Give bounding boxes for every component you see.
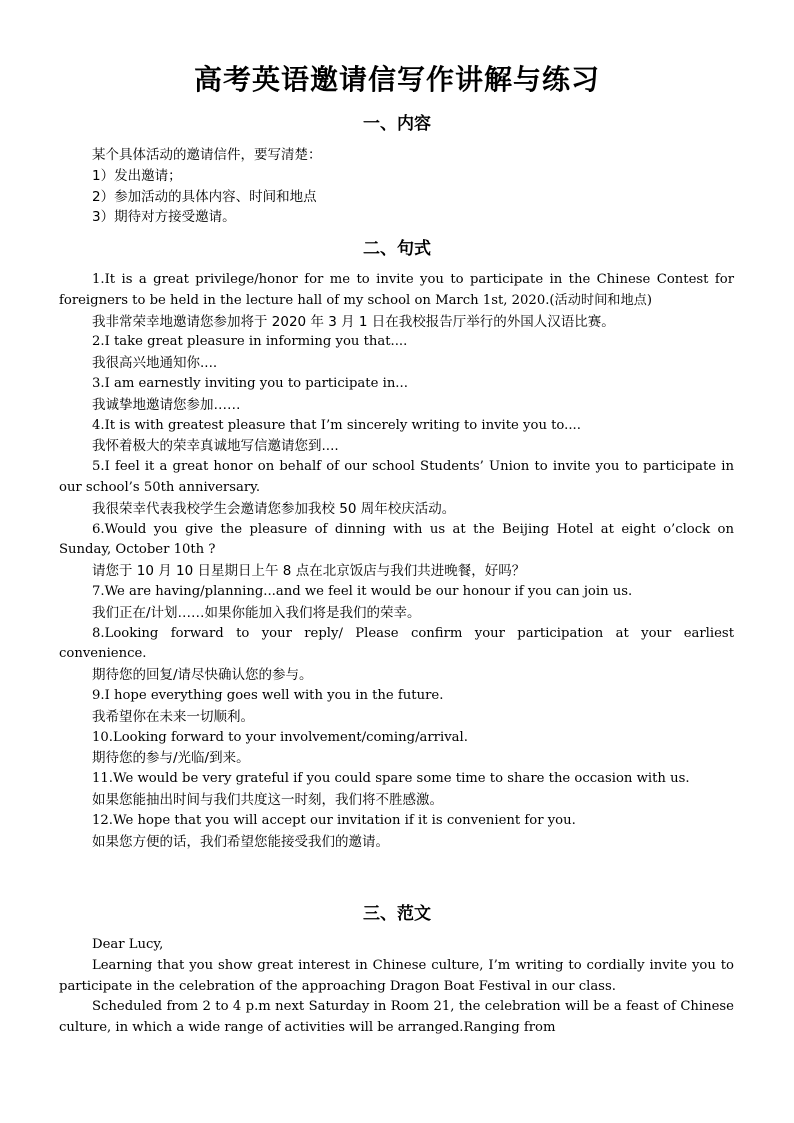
example-sentence-en: 5.I feel it a great honor on behalf of our school Students’ Union to invite you to participate in our school’s 50th anniversary.	[59, 459, 734, 495]
example-sentence-zh: 我非常荣幸地邀请您参加将于 2020 年 3 月 1 日在我校报告厅举行的外国人汉语比赛。	[92, 313, 615, 330]
example-sentence-en: 11.We would be very grateful if you could spare some time to share the occasion with us.	[92, 771, 690, 787]
section-heading-sentence-patterns: 二、句式	[363, 239, 431, 259]
section-heading-sample-letter: 三、范文	[363, 904, 431, 924]
example-sentence-en: 10.Looking forward to your involvement/coming/arrival.	[92, 729, 468, 745]
example-sentence-en: 7.We are having/planning...and we feel it would be our honour if you can join us.	[92, 583, 633, 599]
example-sentence-zh: 期待您的回复/请尽快确认您的参与。	[92, 667, 313, 684]
example-sentence-zh: 我们正在/计划……如果你能加入我们将是我们的荣幸。	[92, 604, 421, 621]
example-sentence-zh: 请您于 10 月 10 日星期日上午 8 点在北京饭店与我们共进晚餐，好吗？	[92, 563, 526, 580]
paragraph: 1）发出邀请；	[92, 167, 182, 184]
paragraph: 2）参加活动的具体内容、时间和地点	[92, 188, 317, 205]
section-heading-content: 一、内容	[363, 114, 431, 134]
example-sentence-en: 1.It is a great privilege/honor for me to invite you to participate in the Chinese Contest for foreigners to be held in the lecture hall of my school on March 1st, 2020.(活动时间和地点)	[59, 272, 734, 308]
paragraph: 3）期待对方接受邀请。	[92, 209, 236, 226]
example-sentence-zh: 我很荣幸代表我校学生会邀请您参加我校 50 周年校庆活动。	[92, 500, 456, 517]
example-sentence-en: 6.Would you give the pleasure of dinning with us at the Beijing Hotel at eight o’clock on Sunday, October 10th ?	[59, 521, 734, 558]
example-sentence-en: 9.I hope everything goes well with you in the future.	[92, 687, 444, 703]
letter-paragraph: Learning that you show great interest in Chinese culture, I’m writing to cordially invite you to participate in the celebration of the approaching Dragon Boat Festival in our class.	[59, 957, 734, 994]
example-sentence-zh: 如果您能抽出时间与我们共度这一时刻，我们将不胜感激。	[92, 791, 443, 808]
example-sentence-en: 12.We hope that you will accept our invitation if it is convenient for you.	[92, 812, 576, 828]
example-sentence-en: 3.I am earnestly inviting you to participate in...	[92, 375, 408, 391]
example-sentence-zh: 我很高兴地通知你....	[92, 355, 218, 372]
example-sentence-zh: 我怀着极大的荣幸真诚地写信邀请您到....	[92, 438, 339, 455]
letter-salutation: Dear Lucy,	[92, 937, 164, 952]
section-content-body	[59, 145, 734, 228]
section-sample-letter-body	[59, 935, 734, 1039]
letter-paragraph: Scheduled from 2 to 4 p.m next Saturday in Room 21, the celebration will be a feast of Chinese culture, in which a wide range of activities will be arranged.Ranging from	[59, 999, 734, 1036]
example-sentence-en: 8.Looking forward to your reply/ Please confirm your participation at your earliest convenience.	[59, 625, 734, 662]
document-title: 高考英语邀请信写作讲解与练习	[193, 63, 600, 96]
section-sentence-patterns-body	[59, 270, 734, 852]
example-sentence-zh: 我诚挚地邀请您参加……	[92, 396, 241, 413]
paragraph: 某个具体活动的邀请信件，要写清楚：	[92, 147, 322, 163]
example-sentence-zh: 我希望你在未来一切顺利。	[92, 708, 254, 725]
example-sentence-en: 2.I take great pleasure in informing you that....	[92, 334, 408, 350]
example-sentence-zh: 期待您的参与/光临/到来。	[92, 750, 250, 767]
example-sentence-zh: 如果您方便的话，我们希望您能接受我们的邀请。	[92, 833, 389, 850]
example-sentence-en: 4.It is with greatest pleasure that I’m sincerely writing to invite you to....	[92, 417, 581, 433]
